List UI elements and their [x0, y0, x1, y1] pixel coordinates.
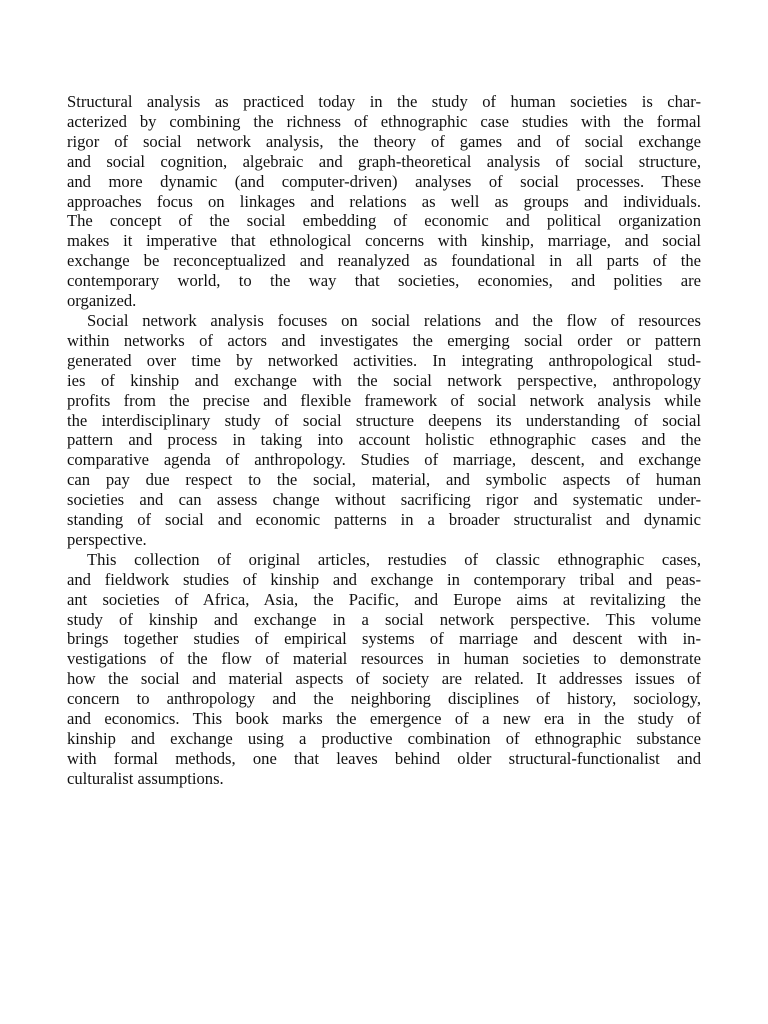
text-line: and social cognition, algebraic and graph-theoretical analysis of social structure,	[67, 151, 701, 171]
text-line: culturalist assumptions.	[67, 768, 224, 788]
text-line: acterized by combining the richness of ethnographic case studies with the formal	[67, 111, 701, 131]
text-line: with formal methods, one that leaves behind older structural-functionalist and	[67, 748, 701, 768]
text-line: generated over time by networked activities. In integrating anthropological stud-	[67, 350, 701, 370]
text-line: pattern and process in taking into account holistic ethnographic cases and the	[67, 430, 701, 450]
text-line: makes it imperative that ethnological concerns with kinship, marriage, and social	[67, 231, 701, 251]
text-line: concern to anthropology and the neighboring disciplines of history, sociology,	[67, 689, 701, 709]
text-line: organized.	[67, 291, 137, 311]
text-line: brings together studies of empirical systems of marriage and descent with in-	[67, 629, 701, 649]
text-line: how the social and material aspects of society are related. It addresses issues of	[67, 669, 701, 689]
text-line: Structural analysis as practiced today in the study of human societies is char-	[67, 92, 701, 111]
paragraph-2	[67, 311, 701, 550]
text-line: ant societies of Africa, Asia, the Pacific, and Europe aims at revitalizing the	[67, 589, 701, 609]
text-line: rigor of social network analysis, the theory of games and of social exchange	[67, 131, 701, 151]
text-line: exchange be reconceptualized and reanalyzed as foundational in all parts of the	[67, 251, 701, 271]
text-line: approaches focus on linkages and relations as well as groups and individuals.	[67, 191, 701, 211]
text-line: The concept of the social embedding of economic and political organization	[67, 211, 701, 231]
text-line: profits from the precise and flexible framework of social network analysis while	[67, 390, 701, 410]
paragraph-1	[67, 92, 701, 311]
text-line: vestigations of the flow of material resources in human societies to demonstrate	[67, 649, 701, 669]
text-line: within networks of actors and investigates the emerging social order or pattern	[67, 330, 701, 350]
text-line: and economics. This book marks the emergence of a new era in the study of	[67, 709, 701, 729]
text-line: and more dynamic (and computer-driven) analyses of social processes. These	[67, 171, 701, 191]
text-line: This collection of original articles, restudies of classic ethnographic cases,	[87, 549, 701, 569]
text-line: and fieldwork studies of kinship and exchange in contemporary tribal and peas-	[67, 569, 701, 589]
text-line: comparative agenda of anthropology. Studies of marriage, descent, and exchange	[67, 450, 701, 470]
paragraph-3	[67, 550, 701, 789]
text-line: Social network analysis focuses on social relations and the flow of resources	[87, 310, 701, 330]
text-line: perspective.	[67, 529, 147, 549]
text-line: societies and can assess change without sacrificing rigor and systematic under-	[67, 490, 701, 510]
text-line: ies of kinship and exchange with the social network perspective, anthropology	[67, 370, 701, 390]
text-line: study of kinship and exchange in a social network perspective. This volume	[67, 609, 701, 629]
text-line: standing of social and economic patterns in a broader structuralist and dynamic	[67, 510, 701, 530]
body-text	[67, 92, 701, 789]
text-line: can pay due respect to the social, material, and symbolic aspects of human	[67, 470, 701, 490]
text-line: contemporary world, to the way that societies, economies, and polities are	[67, 271, 701, 291]
text-line: kinship and exchange using a productive combination of ethnographic substance	[67, 729, 701, 748]
text-line: the interdisciplinary study of social structure deepens its understanding of social	[67, 410, 701, 430]
